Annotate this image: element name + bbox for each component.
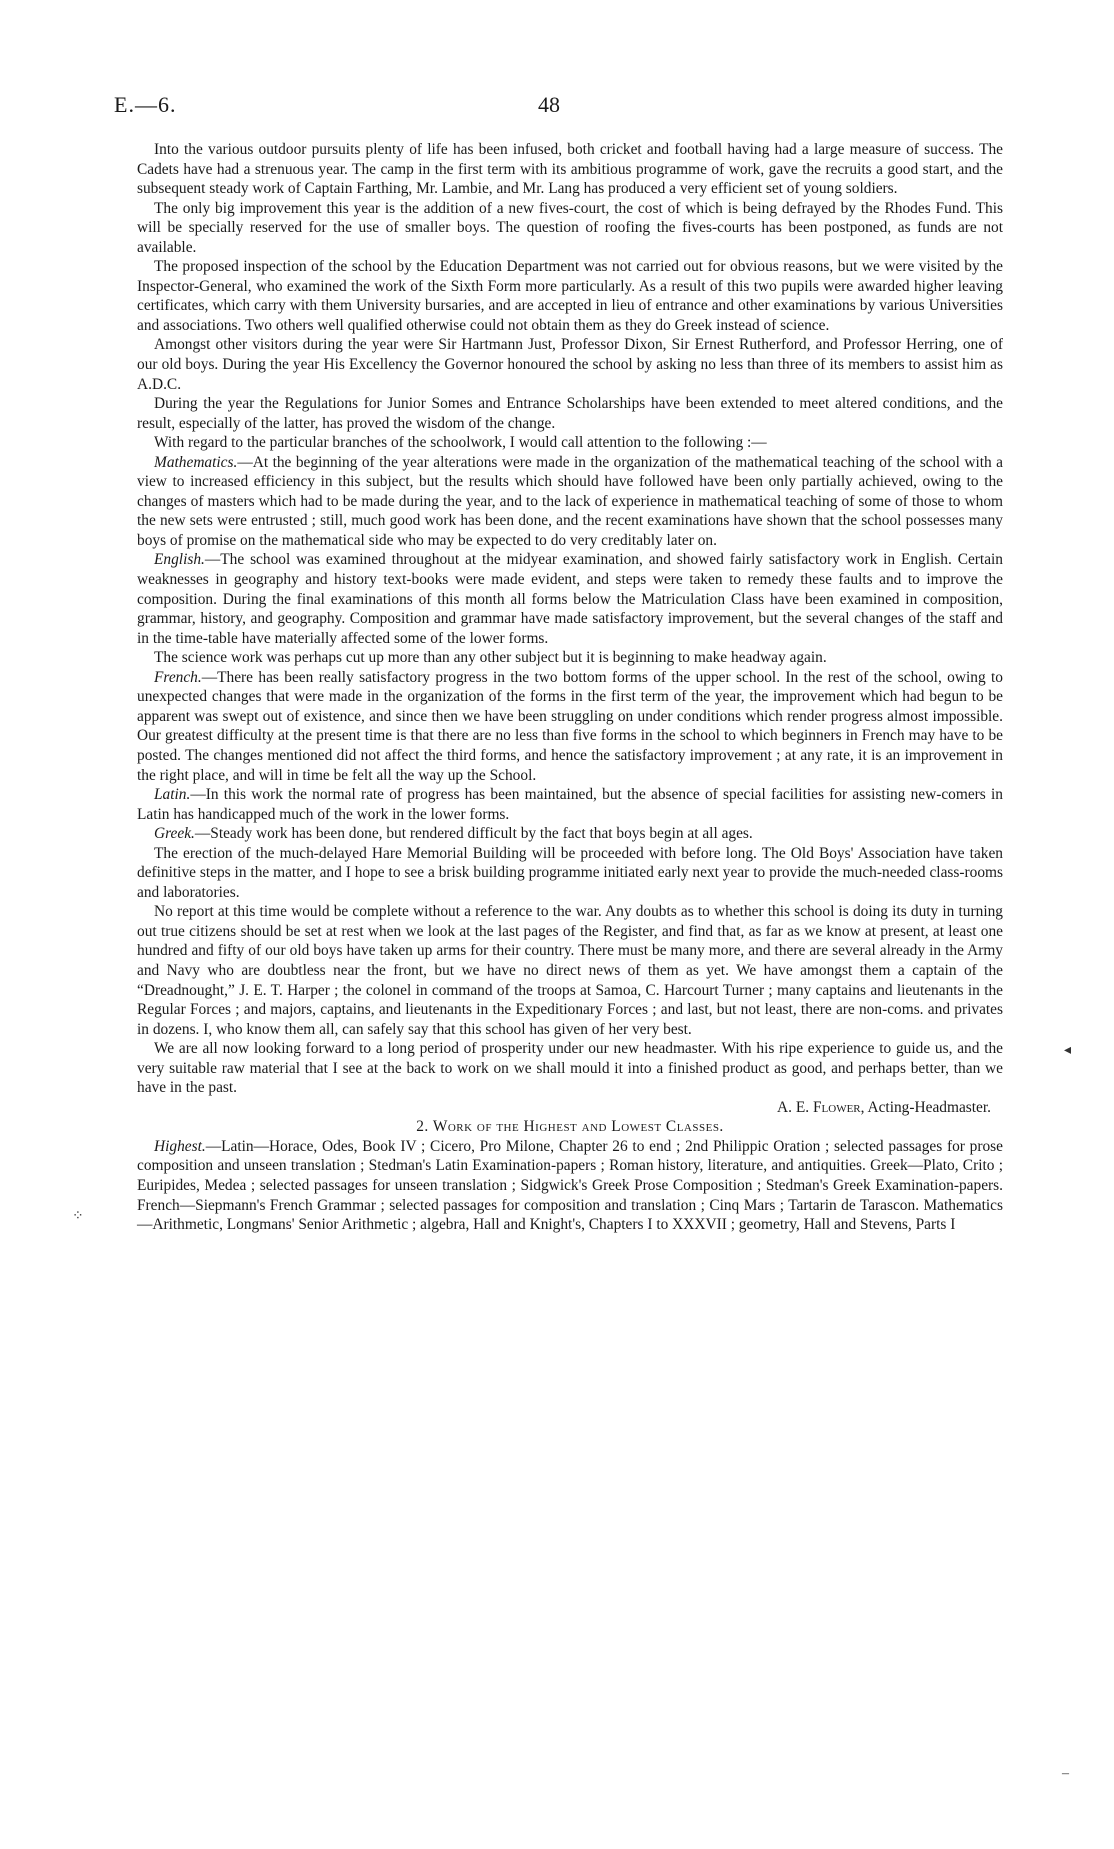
paragraph-text: —In this work the normal rate of progress has been maintained, but the absence of special facilities for assisting new-comers in Latin has handicapped much of the work in the lower forms. (137, 786, 1003, 823)
paragraph-text: —The school was examined throughout at the midyear examination, and showed fairly satisfactory work in English. Certain weaknesses in geography and history text-books were made evident, and steps were taken to remedy these faults and to improve the composition. During the final examinations of this month all forms below the Matriculation Class have been examined in composition, grammar, history, and geography. Composition and grammar have made satisfactory improvement, but the several changes of the staff and in the time-table have materially affected some of the lower forms. (137, 551, 1003, 647)
signature-surname: Flower (812, 1098, 861, 1116)
paragraph-text: During the year the Regulations for Junior Somes and Entrance Scholarships have been extended to meet altered conditions, and the result, especially of the latter, has proved the wisdom of the change. (137, 395, 1003, 432)
report-paragraph (137, 902, 1003, 1039)
paragraph-text: —Steady work has been done, but rendered difficult by the fact that boys begin at all ages. (194, 825, 753, 843)
report-paragraph (137, 668, 1003, 785)
paragraph-text: —Latin—Horace, Odes, Book IV ; Cicero, Pro Milone, Chapter 26 to end ; 2nd Philippic Oration ; selected passages for prose composition and unseen translation ; Stedman's Latin Examination-papers ; Roman history, literature, and antiquities. Greek—Plato, Crito ; Euripides, Medea ; selected passages for unseen translation ; Sidgwick's Greek Prose Composition ; Stedman's Greek Examination-papers. French—Siepmann's French Grammar ; selected passages for composition and translation ; Cinq Mars ; Tartarin de Tarascon. Mathematics—Arithmetic, Longmans' Senior Arithmetic ; algebra, Hall and Knight's, Chapters I to XXXVII ; geometry, Hall and Stevens, Parts I (137, 1137, 1003, 1234)
report-paragraph (137, 453, 1003, 551)
report-paragraph (137, 199, 1003, 258)
report-paragraph (137, 394, 1003, 433)
paragraph-text: Into the various outdoor pursuits plenty of life has been infused, both cricket and football having had a large measure of success. The Cadets have had a strenuous year. The camp in the first term with its ambitious programme of work, gave the recruits a good start, and the subsequent steady work of Captain Farthing, Mr. Lambie, and Mr. Lang has produced a very efficient set of young soldiers. (137, 141, 1003, 198)
report-paragraph (137, 844, 1003, 903)
subject-heading-latin: Latin. (154, 786, 191, 804)
report-paragraph (137, 1039, 1003, 1098)
subject-heading-highest: Highest. (154, 1137, 206, 1155)
subject-heading-mathematics: Mathematics. (154, 453, 238, 471)
signature (137, 1098, 1003, 1118)
paragraph-text: The erection of the much-delayed Hare Memorial Building will be proceeded with before long. The Old Boys' Association have taken definitive steps in the matter, and I hope to see a brisk building programme initiated early next year to provide the much-needed class-rooms and laboratories. (137, 844, 1003, 901)
signature-initials: A. E. (777, 1098, 813, 1116)
signature-title: , Acting-Headmaster. (860, 1098, 991, 1116)
report-paragraph (137, 140, 1003, 199)
report-paragraph (137, 433, 1003, 453)
report-paragraph (137, 648, 1003, 668)
paragraph-text: —There has been really satisfactory progress in the two bottom forms of the upper school. In the rest of the school, owing to unexpected changes that were made in the organization of the forms in the first term of the year, the improvement which had begun to be apparent was swept out of existence, and since then we have been struggling on under conditions which render progress almost impossible. Our greatest difficulty at the present time is that there are no less than five forms in the school to which beginners in French may have to be posted. The changes mentioned did not affect the third forms, and hence the satisfactory improvement ; at any rate, it is an improvement in the right place, and will in time be felt all the way up the School. (137, 668, 1003, 784)
page-number: 48 (538, 92, 560, 117)
report-paragraph (137, 550, 1003, 648)
section-heading: 2. Work of the Highest and Lowest Classes. (416, 1118, 724, 1136)
section-paragraph (137, 1137, 1003, 1235)
report-paragraph (137, 824, 1003, 844)
paragraph-text: With regard to the particular branches of the schoolwork, I would call attention to the following :— (154, 434, 767, 452)
margin-arrow-mark: ◂ (1064, 1043, 1072, 1058)
page-header (114, 92, 994, 122)
report-paragraph (137, 335, 1003, 394)
paragraph-text: We are all now looking forward to a long period of prosperity under our new headmaster. With his ripe experience to guide us, and the very suitable raw material that I see at the back to work on we shall mould it into a finished product as good, and perhaps better, than we have in the past. (137, 1040, 1003, 1097)
subject-heading-greek: Greek. (154, 825, 195, 843)
report-paragraph (137, 257, 1003, 335)
paragraph-text: The science work was perhaps cut up more than any other subject but it is beginning to make headway again. (154, 649, 827, 667)
paragraph-text: No report at this time would be complete without a reference to the war. Any doubts as to whether this school is doing its duty in turning out true citizens should be set at rest when we look at the last pages of the Register, and find that, as far as we know at present, at least one hundred and fifty of our old boys have taken up arms for their country. There must be many more, and there are several already in the Army and Navy who are doubtless near the front, but we have no direct news of them as yet. We have amongst them a captain of the “Dreadnought,” J. E. T. Harper ; the colonel in command of the troops at Samoa, C. Harcourt Turner ; many captains and lieutenants in the Regular Forces ; and majors, captains, and lieutenants in the Expeditionary Forces ; and last, but not least, there are non-coms. and privates in dozens. I, who know them all, can safely say that this school has given of her very best. (137, 903, 1003, 1038)
paragraph-text: The proposed inspection of the school by the Education Department was not carried out for obvious reasons, but we were visited by the Inspector-General, who examined the work of the Sixth Form more particularly. As a result of this two pupils were awarded higher leaving certificates, which carry with them University bursaries, and are accepted in lieu of entrance and other examinations by various Universities and associations. Two others well qualified otherwise could not obtain them as they do Greek instead of science. (137, 258, 1003, 334)
margin-dash-mark: ‒ (1062, 1766, 1069, 1781)
subject-heading-english: English. (154, 551, 205, 569)
document-reference: E.—6. (114, 92, 177, 117)
subject-heading-french: French. (154, 668, 202, 686)
paragraph-text: The only big improvement this year is the addition of a new fives-court, the cost of which is being defrayed by the Rhodes Fund. This will be specially reserved for the use of smaller boys. The question of roofing the fives-courts has been postponed, as funds are not available. (137, 199, 1003, 256)
paragraph-text: Amongst other visitors during the year were Sir Hartmann Just, Professor Dixon, Sir Ernest Rutherford, and Professor Herring, one of our old boys. During the year His Excellency the Governor honoured the school by asking no less than three of its members to assist him as A.D.C. (137, 336, 1003, 393)
report-body (137, 140, 1003, 1235)
report-paragraph (137, 785, 1003, 824)
margin-dots-mark: ⁘ (72, 1209, 84, 1224)
paragraph-text: —At the beginning of the year alterations were made in the organization of the mathematical teaching of the school with a view to increased efficiency in this subject, but the results which should have followed have been only partially achieved, owing to the changes of masters which had to be made during the year, and to the lack of experience in mathematical teaching of some of those to whom the new sets were entrusted ; still, much good work has been done, and the recent examinations have shown that the school possesses many boys of promise on the mathematical side who may be expected to do very creditably later on. (137, 453, 1003, 549)
